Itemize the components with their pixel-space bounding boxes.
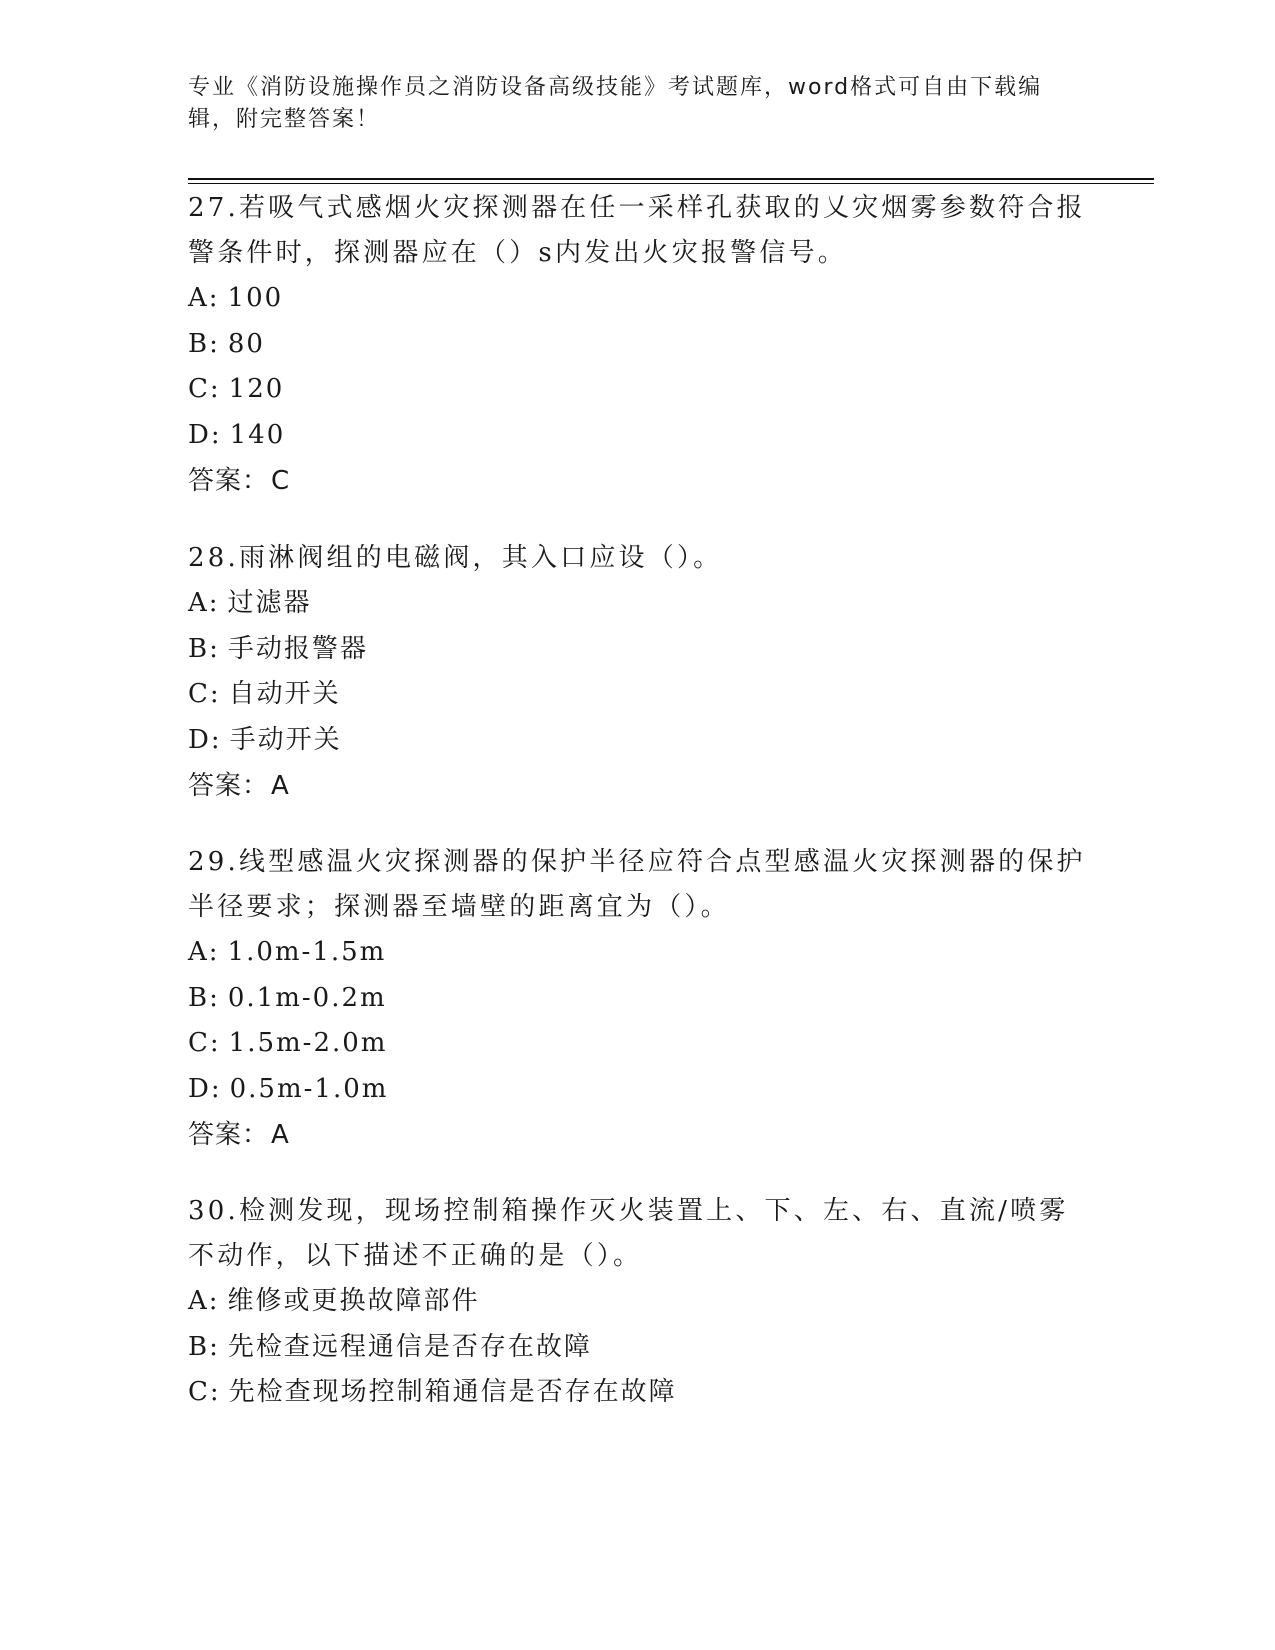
question-stem: 29.线型感温火灾探测器的保护半径应符合点型感温火灾探测器的保护半径要求；探测器至墙壁的距离宜为（）。 [188,847,1086,922]
option-b: B: 先检查远程通信是否存在故障 [188,1331,592,1362]
question-28 [188,536,1088,809]
question-stem: 30.检测发现，现场控制箱操作灭火装置上、下、左、右、直流/喷雾不动作，以下描述不正确的是（）。 [188,1196,1069,1271]
option-d: D: 手动开关 [188,724,342,755]
question-27 [188,186,1088,504]
option-a: A: 过滤器 [188,588,312,618]
question-stem: 28.雨淋阀组的电磁阀，其入口应设（）。 [188,543,723,573]
option-a: A: 100 [188,283,284,313]
answer-value: A [271,1120,290,1150]
option-c: C: 1.5m-2.0m [188,1028,388,1058]
answer-value: A [271,771,290,801]
option-d: D: 0.5m-1.0m [188,1073,389,1104]
answer [188,1112,1088,1158]
header-divider-thick [188,178,1154,180]
option-b: B: 0.1m-0.2m [188,982,387,1013]
question-29 [188,840,1088,1158]
option-c: C: 先检查现场控制箱通信是否存在故障 [188,1377,677,1407]
question-stem: 27.若吸气式感烟火灾探测器在任一采样孔获取的乂灾烟雾参数符合报警条件时，探测器应在（）s内发出火灾报警信号。 [188,193,1086,268]
answer-label: 答案： [188,466,270,496]
document-header [188,72,1068,136]
answer-label: 答案： [188,1120,270,1150]
option-c: C: 120 [188,374,285,404]
answer [188,458,1088,504]
answer-value: C [271,466,291,496]
answer-label: 答案： [188,771,270,801]
option-c: C: 自动开关 [188,679,341,709]
option-a: A: 维修或更换故障部件 [188,1286,480,1316]
question-30 [188,1189,1088,1416]
header-text: 专业《消防设施操作员之消防设备高级技能》考试题库，word格式可自由下载编辑，附完整答案！ [188,75,1043,132]
option-a: A: 1.0m-1.5m [188,937,387,967]
answer [188,763,1088,809]
option-b: B: 80 [188,328,265,359]
header-divider-thin [188,183,1154,184]
option-b: B: 手动报警器 [188,633,368,664]
option-d: D: 140 [188,419,286,450]
